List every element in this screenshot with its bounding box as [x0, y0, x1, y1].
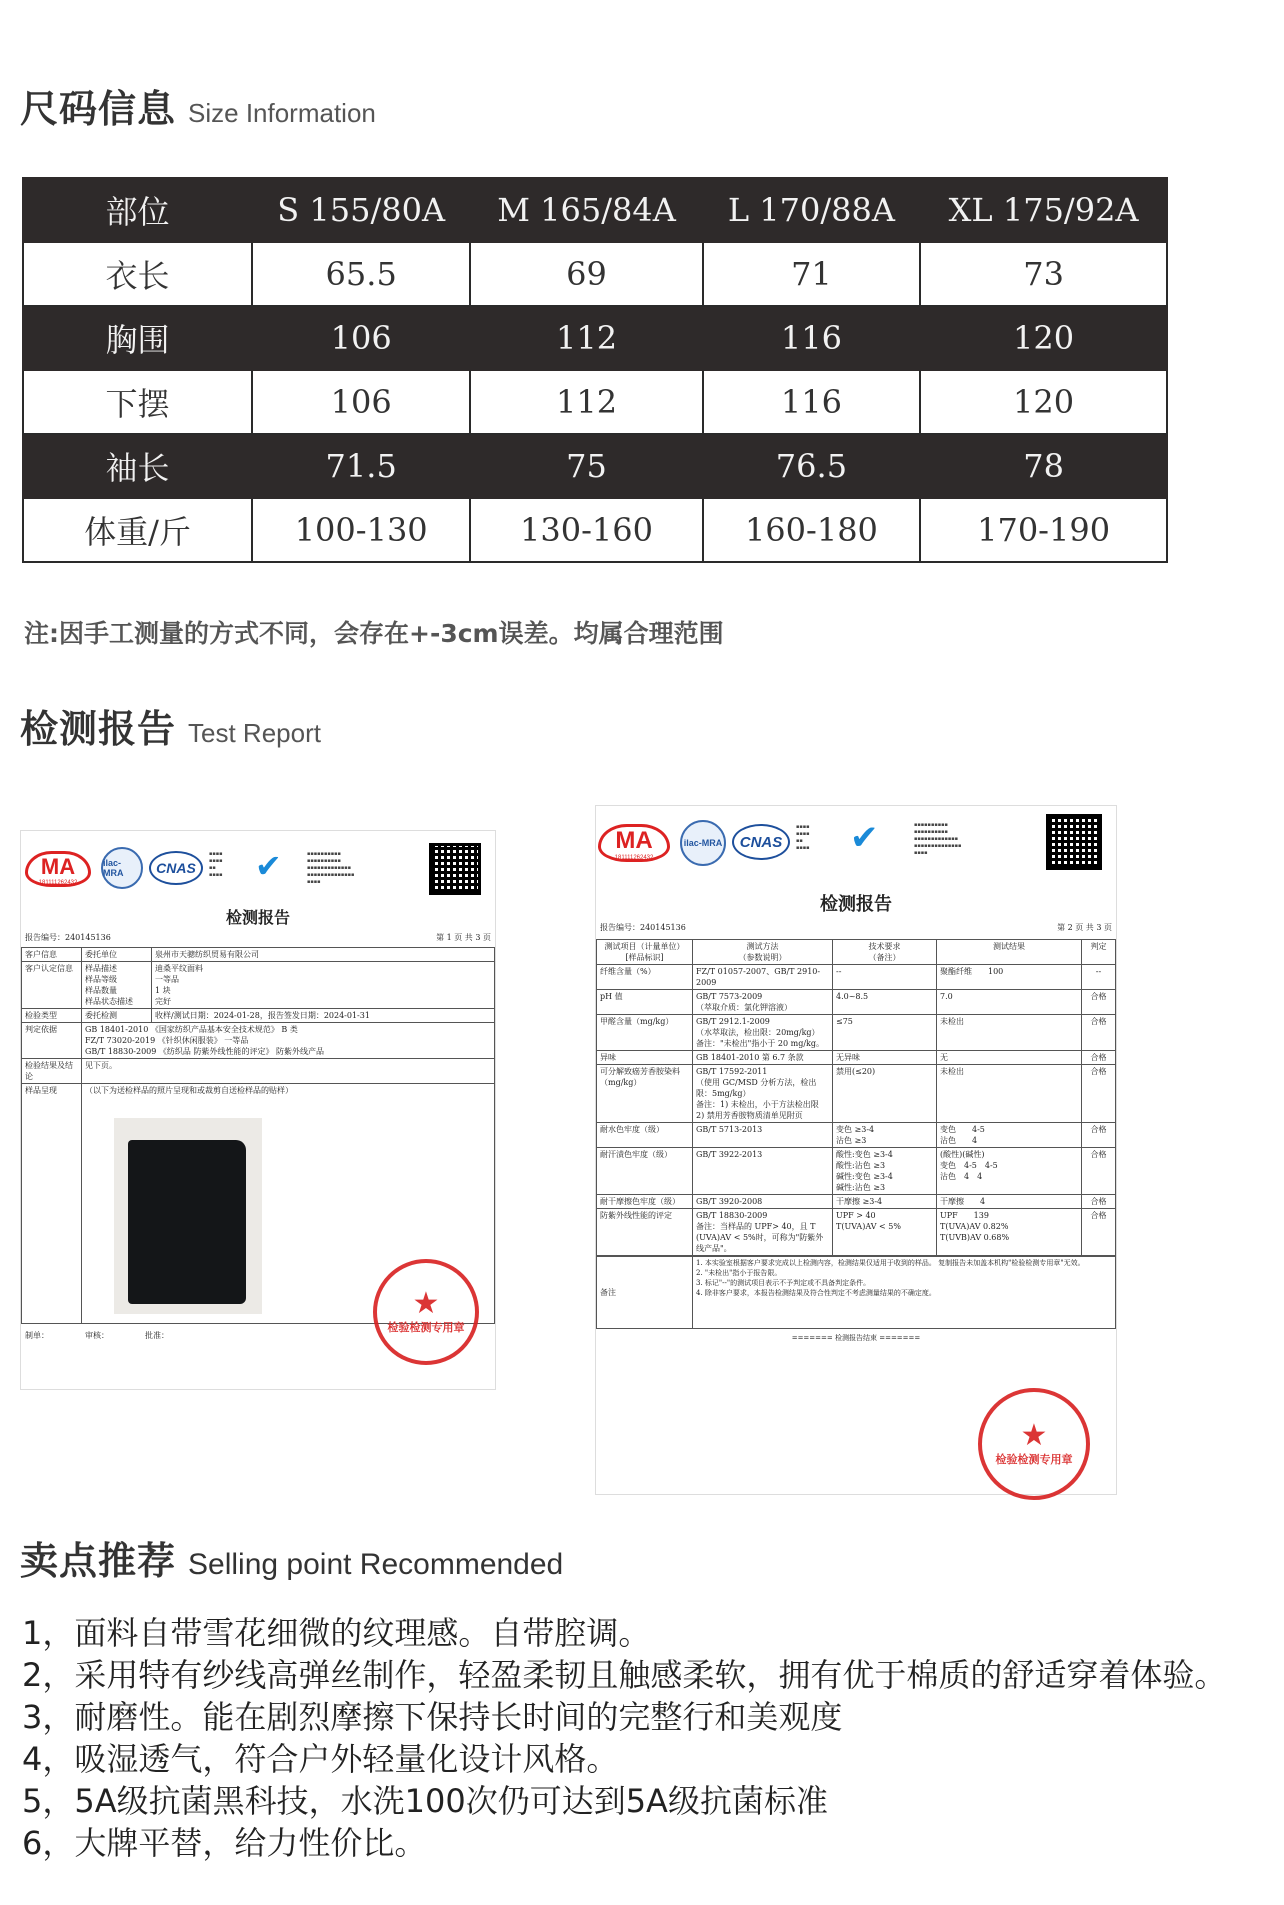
header-cell: 测试项目（计量单位） [样品标识]: [597, 940, 693, 965]
size-table-header: [23, 178, 1167, 242]
table-header-row: [597, 940, 1116, 965]
remarks-label: 备注: [597, 1257, 693, 1329]
table-cell: 170-190: [920, 498, 1167, 562]
table-cell: 116: [703, 370, 921, 434]
header-cell: M 165/84A: [470, 178, 702, 242]
table-cell: 委托检测: [82, 1009, 152, 1023]
table-cell: GB/T 3922-2013: [693, 1148, 833, 1195]
table-cell: 106: [252, 370, 470, 434]
table-cell: GB 18401-2010 第 6.7 条款: [693, 1051, 833, 1065]
table-row: [597, 1123, 1116, 1148]
list-item: 1，面料自带雪花细微的纹理感。自带腔调。: [22, 1614, 651, 1652]
table-cell: GB/T 17592-2011 （使用 GC/MSD 分析方法，检出限：5mg/kg） 备注：1) 未检出，小于方法检出限 2) 禁用芳香胺物质清单见附页: [693, 1065, 833, 1123]
table-cell: UPF 139 T(UVA)AV 0.82% T(UVB)AV 0.68%: [937, 1209, 1082, 1256]
list-item: 2，采用特有纱线高弹丝制作，轻盈柔韧且触感柔软，拥有优于棉质的舒适穿着体验。: [22, 1656, 1227, 1694]
row-label: 体重/斤: [23, 498, 252, 562]
table-cell: 样品描述 样品等级 样品数量 样品状态描述: [82, 962, 152, 1009]
table-cell: 7.0: [937, 990, 1082, 1015]
table-cell: 禁用(≤20): [833, 1065, 937, 1123]
accreditation-text: ▪▪▪▪ ▪▪▪▪ ▪▪ ▪▪▪▪: [209, 851, 223, 878]
table-cell: 异味: [597, 1051, 693, 1065]
test-results-table: [596, 939, 1116, 1256]
table-cell: GB 18401-2010 《国家纺织产品基本安全技术规范》 B 类 FZ/T 73020-2019 《针织休闲服装》 一等品 GB/T 18830-2009 《纺织品 防紫外线性能的评定》 防紫外线产品: [82, 1023, 495, 1059]
report-page-2: [595, 805, 1117, 1495]
table-cell: 合格: [1082, 1015, 1116, 1051]
header-cell: L 170/88A: [703, 178, 921, 242]
report-meta: [21, 928, 495, 947]
table-cell: 干摩擦 4: [937, 1195, 1082, 1209]
table-cell: --: [833, 965, 937, 990]
table-cell: 71.5: [252, 434, 470, 498]
table-cell: 见下页。: [82, 1059, 495, 1084]
table-row: [22, 1023, 495, 1059]
ma-number: 181111262432: [38, 880, 78, 886]
table-cell: 耐水色牢度（级）: [597, 1123, 693, 1148]
table-row: [597, 1051, 1116, 1065]
table-row: [597, 965, 1116, 990]
table-cell: 耐汗渍色牢度（级）: [597, 1148, 693, 1195]
report-number: 报告编号：240145136: [25, 933, 111, 942]
header-cell: 技术要求 （备注）: [833, 940, 937, 965]
report-title-zh: 检测报告: [20, 707, 177, 751]
table-row: [597, 1257, 1116, 1329]
header-cell: XL 175/92A: [920, 178, 1167, 242]
table-cell: 160-180: [703, 498, 921, 562]
doc-title: 检测报告: [820, 894, 892, 915]
measurement-note: 注:因手工测量的方式不同，会存在+-3cm误差。均属合理范围: [24, 619, 724, 648]
header-cell: 部位: [23, 178, 252, 242]
table-cell: 112: [470, 370, 702, 434]
report-page-1: [20, 830, 496, 1390]
table-cell: --: [1082, 965, 1116, 990]
table-cell: 4.0~8.5: [833, 990, 937, 1015]
table-cell: 65.5: [252, 242, 470, 306]
ma-logo-text: MA: [615, 827, 653, 854]
size-table: [22, 177, 1168, 563]
table-cell: 合格: [1082, 1065, 1116, 1123]
fabric-sample: [128, 1140, 246, 1304]
accreditation-text: ▪▪▪▪ ▪▪▪▪ ▪▪ ▪▪▪▪: [796, 824, 810, 851]
report-header: [596, 806, 1116, 876]
table-cell: 106: [252, 306, 470, 370]
cnas-logo: CNAS: [732, 824, 790, 860]
report-header: [21, 831, 495, 901]
header-cell: 测试方法 （参数说明）: [693, 940, 833, 965]
seal-text: 检验检测专用章: [995, 1453, 1073, 1466]
table-row: [597, 1015, 1116, 1051]
ma-logo-text: MA: [40, 854, 76, 879]
star-icon: ★: [412, 1286, 440, 1321]
table-cell: 客户认定信息: [22, 962, 82, 1009]
report-meta: [596, 916, 1116, 939]
size-title-en: Size Information: [188, 98, 376, 128]
table-row: [22, 948, 495, 962]
table-cell: 迪桑平纹面料 一等品 1 块 完好: [152, 962, 495, 1009]
table-cell: 合格: [1082, 1051, 1116, 1065]
shield-check-icon: ✔: [255, 847, 282, 885]
table-cell: 无异味: [833, 1051, 937, 1065]
lab-contact-text: ▪▪▪▪▪▪▪▪▪▪ ▪▪▪▪▪▪▪▪▪▪ ▪▪▪▪▪▪▪▪▪▪▪▪▪ ▪▪▪▪▪▪▪▪▪▪▪▪▪▪ ▪▪▪▪: [307, 851, 355, 885]
table-cell: 69: [470, 242, 702, 306]
table-cell: 合格: [1082, 1209, 1116, 1256]
ma-logo: [598, 824, 670, 862]
table-cell: 聚酯纤维 100: [937, 965, 1082, 990]
table-row: [22, 1009, 495, 1023]
table-cell: 酸性:变色 ≥3-4 酸性:沾色 ≥3 碱性:变色 ≥3-4 碱性:沾色 ≥3: [833, 1148, 937, 1195]
table-cell: 检验类型: [22, 1009, 82, 1023]
table-cell: GB/T 5713-2013: [693, 1123, 833, 1148]
table-row: [23, 306, 1167, 370]
table-cell: 75: [470, 434, 702, 498]
row-label: 袖长: [23, 434, 252, 498]
remarks-table: [596, 1256, 1116, 1329]
header-cell: S 155/80A: [252, 178, 470, 242]
table-cell: 未检出: [937, 1015, 1082, 1051]
table-cell: 71: [703, 242, 921, 306]
qr-code: [429, 843, 481, 895]
table-cell: 纤维含量（%）: [597, 965, 693, 990]
report-number: 报告编号：240145136: [600, 923, 686, 932]
table-cell: 112: [470, 306, 702, 370]
selling-title-zh: 卖点推荐: [20, 1539, 177, 1583]
table-cell: 防紫外线性能的评定: [597, 1209, 693, 1256]
table-cell: 检验结果及结论: [22, 1059, 82, 1084]
table-cell: 合格: [1082, 1148, 1116, 1195]
row-label: 下摆: [23, 370, 252, 434]
table-row: [22, 962, 495, 1009]
table-row: [23, 498, 1167, 562]
table-cell: pH 值: [597, 990, 693, 1015]
lab-contact-text: ▪▪▪▪▪▪▪▪▪▪ ▪▪▪▪▪▪▪▪▪▪ ▪▪▪▪▪▪▪▪▪▪▪▪▪ ▪▪▪▪▪▪▪▪▪▪▪▪▪▪ ▪▪▪▪: [914, 822, 962, 856]
table-cell: 78: [920, 434, 1167, 498]
table-cell: 73: [920, 242, 1167, 306]
table-row: [23, 370, 1167, 434]
sample-photo: [114, 1118, 262, 1314]
table-cell: 116: [703, 306, 921, 370]
table-row: [597, 1209, 1116, 1256]
cnas-logo: CNAS: [149, 851, 203, 885]
table-cell: 客户信息: [22, 948, 82, 962]
ilac-logo: ilac-MRA: [680, 820, 726, 866]
table-cell: 泉州市天骢纺织贸易有限公司: [152, 948, 495, 962]
table-row: [597, 990, 1116, 1015]
report-title-en: Test Report: [188, 718, 321, 748]
table-cell: 变色 ≥3-4 沾色 ≥3: [833, 1123, 937, 1148]
table-cell: 耐干摩擦色牢度（级）: [597, 1195, 693, 1209]
page-number: 第 2 页 共 3 页: [1057, 923, 1112, 932]
red-seal-stamp: [373, 1259, 479, 1365]
table-cell: 130-160: [470, 498, 702, 562]
selling-points-list: [22, 1612, 1252, 1864]
table-row: [597, 1065, 1116, 1123]
seal-text: 检验检测专用章: [387, 1321, 465, 1334]
remarks-text: 1. 本实验室根据客户要求完成以上检测内容，检测结果仅适用于收到的样品。 复制报告未加盖本机构"检验检测专用章"无效。 2. "未检出"指小于报告限。 3. 标记"--"的测试项目表示不予判定或不具备判定条件。 4. 除非客户要求，本报告检测结果及符合性判定不考虑测量结果的不确定度。: [693, 1257, 1116, 1329]
table-row: [597, 1195, 1116, 1209]
signature-line: 制单： 审核： 批准：: [25, 1331, 169, 1340]
page-number: 第 1 页 共 3 页: [436, 933, 491, 942]
row-label: 衣长: [23, 242, 252, 306]
table-cell: 合格: [1082, 1195, 1116, 1209]
selling-title-en: Selling point Recommended: [188, 1548, 564, 1581]
table-cell: GB/T 3920-2008: [693, 1195, 833, 1209]
header-cell: 判定: [1082, 940, 1116, 965]
table-cell: (酸性)(碱性) 变色 4-5 4-5 沾色 4 4: [937, 1148, 1082, 1195]
table-cell: 未检出: [937, 1065, 1082, 1123]
table-cell: GB/T 7573-2009 （萃取介质：氯化钾溶液）: [693, 990, 833, 1015]
table-row: [23, 434, 1167, 498]
table-cell: 无: [937, 1051, 1082, 1065]
table-cell: 100-130: [252, 498, 470, 562]
table-cell: 变色 4-5 沾色 4: [937, 1123, 1082, 1148]
header-cell: 测试结果: [937, 940, 1082, 965]
table-cell: 合格: [1082, 1123, 1116, 1148]
table-row: [23, 242, 1167, 306]
table-cell: 甲醛含量（mg/kg）: [597, 1015, 693, 1051]
list-item: 5，5A级抗菌黑科技，水洗100次仍可达到5A级抗菌标准: [22, 1782, 828, 1820]
selling-section-title: [20, 1530, 563, 1585]
table-cell: 样品呈现: [22, 1084, 82, 1324]
table-cell: 收样/测试日期：2024-01-28，报告签发日期：2024-01-31: [152, 1009, 495, 1023]
ma-number: 181111262432: [614, 855, 654, 861]
doc-title: 检测报告: [225, 908, 290, 927]
report-end: ======= 检测报告结束 =======: [791, 1334, 921, 1342]
table-row: [597, 1148, 1116, 1195]
table-cell: UPF > 40 T(UVA)AV < 5%: [833, 1209, 937, 1256]
row-label: 胸围: [23, 306, 252, 370]
ilac-logo: ilac-MRA: [101, 847, 143, 889]
table-cell: 可分解致癌芳香胺染料（mg/kg）: [597, 1065, 693, 1123]
star-icon: ★: [1020, 1418, 1048, 1453]
table-cell: FZ/T 01057-2007、GB/T 2910-2009: [693, 965, 833, 990]
table-cell: 120: [920, 370, 1167, 434]
table-cell: 干摩擦 ≥3-4: [833, 1195, 937, 1209]
size-title-zh: 尺码信息: [20, 87, 177, 131]
report-section-title: [20, 698, 321, 753]
table-cell: GB/T 18830-2009 备注：当样品的 UPF> 40，且 T (UVA)AV < 5%时，可称为"防紫外线产品"。: [693, 1209, 833, 1256]
list-item: 3，耐磨性。能在剧烈摩擦下保持长时间的完整行和美观度: [22, 1698, 843, 1736]
sample-photo-caption: （以下为送检样品的照片呈现和或裁剪自送检样品的贴样）: [85, 1086, 293, 1095]
table-row: [22, 1059, 495, 1084]
table-cell: GB/T 2912.1-2009 （水萃取法，检出限：20mg/kg） 备注："未检出"指小于 20 mg/kg。: [693, 1015, 833, 1051]
qr-code: [1046, 814, 1102, 870]
table-cell: 合格: [1082, 990, 1116, 1015]
table-cell: ≤75: [833, 1015, 937, 1051]
list-item: 4，吸湿透气，符合户外轻量化设计风格。: [22, 1740, 619, 1778]
red-seal-stamp: [978, 1388, 1090, 1500]
list-item: 6，大牌平替，给力性价比。: [22, 1824, 427, 1862]
table-cell: 120: [920, 306, 1167, 370]
ma-logo: [25, 851, 91, 887]
shield-check-icon: ✔: [850, 818, 879, 858]
table-cell: 76.5: [703, 434, 921, 498]
table-cell: 委托单位: [82, 948, 152, 962]
size-section-title: [20, 78, 376, 133]
table-cell: 判定依据: [22, 1023, 82, 1059]
